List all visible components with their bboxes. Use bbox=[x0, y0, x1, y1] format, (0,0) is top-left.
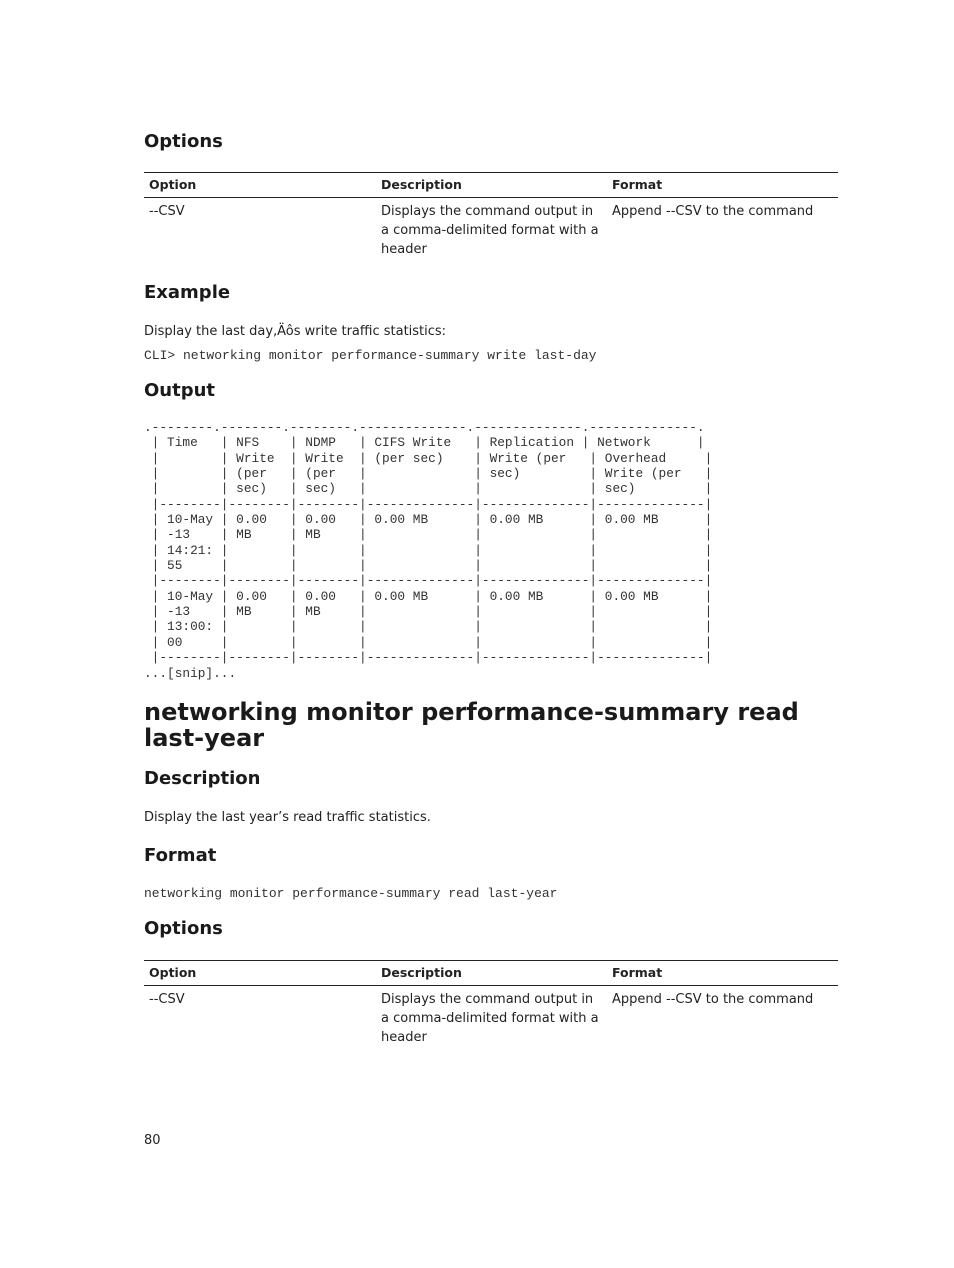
output-block: .--------.--------.--------.--------------.--------------.--------------. | Time | NFS | NDMP | CIFS Write | Replication | Network | | | Write | Write | (per sec) | Write (per | Overhead | | | (per | (per | | sec) | Write (per | | | sec) | sec) | | | sec) | |--------|--------|--------|--------------|--------------|--------------| | 10-May | 0.00 | 0.00 | 0.00 MB | 0.00 MB | 0.00 MB | | -13 | MB | MB | | | | | 14:21: | | | | | | | 55 | | | | | | |--------|--------|--------|--------------|--------------|--------------| | 10-May | 0.00 | 0.00 | 0.00 MB | 0.00 MB | 0.00 MB | | -13 | MB | MB | | | | | 13:00: | | | | | | | 00 | | | | | | |--------|--------|--------|--------------|--------------|--------------| ...[snip]... bbox=[144, 420, 713, 681]
example-command: CLI> networking monitor performance-summary write last-day bbox=[144, 348, 597, 363]
description-heading: Description bbox=[144, 768, 261, 789]
description-cell: Displays the command output in a comma-delimited format with a header bbox=[381, 204, 599, 257]
column-header-format: Format bbox=[607, 961, 838, 986]
column-header-format: Format bbox=[607, 173, 838, 198]
table-header-row bbox=[144, 173, 838, 198]
table-header-row bbox=[144, 961, 838, 986]
column-header-option: Option bbox=[144, 173, 376, 198]
format-heading: Format bbox=[144, 845, 217, 866]
example-text: Display the last day‚Äôs write traffic statistics: bbox=[144, 324, 447, 339]
description-text: Display the last year’s read traffic statistics. bbox=[144, 810, 431, 825]
table-row bbox=[144, 198, 838, 260]
table-row bbox=[144, 986, 838, 1048]
column-header-description: Description bbox=[376, 961, 607, 986]
description-cell: Displays the command output in a comma-delimited format with a header bbox=[381, 992, 599, 1045]
options-heading-2: Options bbox=[144, 918, 223, 939]
command-title: networking monitor performance-summary read last-year bbox=[144, 698, 799, 752]
example-heading: Example bbox=[144, 282, 231, 303]
format-cell: Append --CSV to the command bbox=[612, 204, 814, 219]
options-heading: Options bbox=[144, 131, 223, 152]
option-cell: --CSV bbox=[149, 204, 185, 219]
format-cell: Append --CSV to the command bbox=[612, 992, 814, 1007]
column-header-option: Option bbox=[144, 961, 376, 986]
options-table-2 bbox=[144, 960, 838, 1047]
page-number: 80 bbox=[144, 1133, 161, 1148]
output-heading: Output bbox=[144, 380, 216, 401]
format-command: networking monitor performance-summary read last-year bbox=[144, 886, 558, 901]
options-table bbox=[144, 172, 838, 259]
column-header-description: Description bbox=[376, 173, 607, 198]
option-cell: --CSV bbox=[149, 992, 185, 1007]
